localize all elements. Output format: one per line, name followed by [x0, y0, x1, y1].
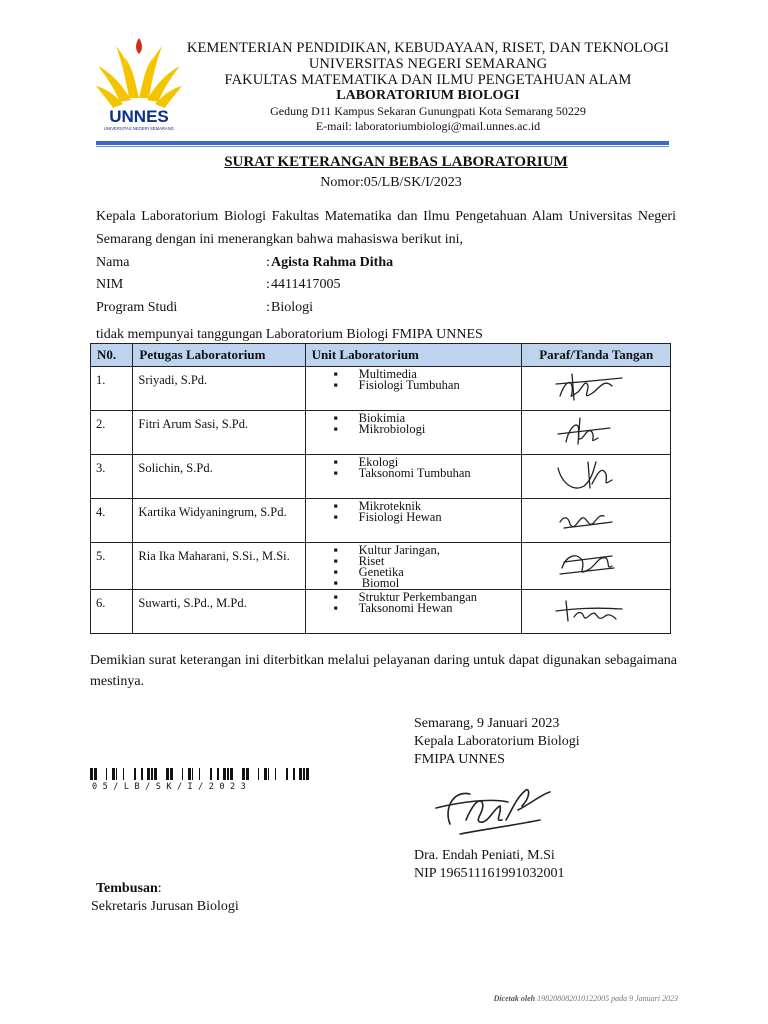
unit-item [334, 424, 522, 435]
bullet-icon: ▪ [333, 565, 339, 579]
signature-cell [522, 543, 671, 590]
bullet-icon: ▪ [333, 543, 339, 557]
table-header-row [91, 344, 671, 367]
nim-colon: : [266, 277, 270, 292]
barcode-bar [199, 768, 200, 780]
barcode-bar [188, 768, 191, 780]
name-label: Nama [96, 255, 130, 270]
unit-item [334, 512, 522, 523]
barcode-bar [303, 768, 305, 780]
signature-cell [522, 590, 671, 634]
program-colon: : [266, 300, 270, 315]
cc-colon: : [157, 881, 162, 896]
name-colon: : [266, 255, 270, 270]
unit-list-cell [305, 455, 522, 499]
letterhead-rule-thin [96, 146, 669, 147]
student-program: Biologi [271, 300, 314, 315]
barcode-bar [242, 768, 245, 780]
signature-stroke [560, 516, 604, 527]
unit-list-cell [305, 411, 522, 455]
header-unit: Unit Laboratorium [305, 344, 522, 367]
head-signature [430, 780, 560, 840]
closing-paragraph: Demikian surat keterangan ini diterbitkan melalui pelayanan daring untuk dapat digunakan sebagaimana mestinya. [90, 653, 677, 689]
bullet-icon: ▪ [333, 510, 339, 524]
bullet-icon: ▪ [333, 554, 339, 568]
officer-signature [552, 414, 632, 450]
barcode-bar [90, 768, 93, 780]
officer-name: Ria Ika Maharani, S.Si., M.Si. [133, 543, 305, 590]
barcode-bar [166, 768, 169, 780]
unit-list-cell [305, 367, 522, 411]
signature-stroke [588, 462, 590, 488]
unit-list [334, 592, 522, 614]
barcode-bar [268, 768, 269, 780]
row-number: 5. [91, 543, 133, 590]
unit-list [334, 369, 522, 391]
barcode-bar [170, 768, 173, 780]
table-row [91, 367, 671, 411]
official-block [414, 847, 565, 883]
unit-list [334, 501, 522, 523]
unit-name: Fisiologi Tumbuhan [358, 378, 460, 392]
bullet-icon: ▪ [333, 367, 339, 381]
signature-stroke [566, 425, 598, 442]
barcode-bar [192, 768, 193, 780]
logo-wordmark: UNNES [109, 107, 169, 126]
signer-nip: NIP 196511161991032001 [414, 866, 565, 881]
officer-signature [552, 502, 632, 538]
letterhead-rule-thick [96, 141, 669, 145]
unit-item [334, 468, 522, 479]
bullet-icon: ▪ [333, 601, 339, 615]
bullet-icon: ▪ [333, 411, 339, 425]
table-row [91, 590, 671, 634]
officer-signature [552, 546, 632, 582]
officer-signature [552, 458, 632, 494]
unit-list-cell [305, 543, 522, 590]
unit-item [334, 578, 522, 589]
barcode-bar [246, 768, 249, 780]
bullet-icon: ▪ [333, 499, 339, 513]
barcode-bar [182, 768, 183, 780]
table-row [91, 411, 671, 455]
officer-signature [552, 593, 632, 629]
barcode-bar [306, 768, 309, 780]
printed-by-value: 198208082010122005 [537, 994, 610, 1003]
faculty-name: FAKULTAS MATEMATIKA DAN ILMU PENGETAHUAN ALAM [224, 72, 632, 88]
place-date: Semarang, 9 Januari 2023 [414, 716, 560, 731]
officer-name: Kartika Widyaningrum, S.Pd. [133, 499, 305, 543]
barcode-bar [275, 768, 276, 780]
barcode-bar [227, 768, 229, 780]
barcode-bar [223, 768, 226, 780]
logo-subtext: UNIVERSITAS NEGERI SEMARANG [104, 126, 174, 131]
barcode-bar [264, 768, 267, 780]
unit-list [334, 457, 522, 479]
unit-name: Riset [358, 554, 385, 568]
bullet-icon: ▪ [333, 576, 339, 590]
row-number: 4. [91, 499, 133, 543]
unit-name: Kultur Jaringan, [358, 543, 440, 557]
printed-on-label: pada [611, 994, 628, 1003]
officer-name: Sriyadi, S.Pd. [133, 367, 305, 411]
signature-stroke [560, 382, 612, 396]
unit-name: Taksonomi Tumbuhan [358, 466, 471, 480]
signature-stroke [558, 428, 610, 434]
signature-cell [522, 367, 671, 411]
unit-name: Biokimia [358, 411, 406, 425]
signer-name: Dra. Endah Peniati, M.Si [414, 848, 555, 863]
ministry-name: KEMENTERIAN PENDIDIKAN, KEBUDAYAAN, RISET, DAN TEKNOLOGI [186, 40, 670, 56]
program-label: Program Studi [96, 300, 178, 315]
document-number: Nomor:05/LB/SK/I/2023 [320, 175, 462, 190]
barcode-bar [116, 768, 117, 780]
row-number: 2. [91, 411, 133, 455]
bullet-icon: ▪ [333, 590, 339, 604]
unit-name: Ekologi [358, 455, 399, 469]
bullet-icon: ▪ [333, 378, 339, 392]
cc-heading [96, 881, 162, 897]
barcode-bar [141, 768, 143, 780]
unit-name: Taksonomi Hewan [358, 601, 453, 615]
signature-stroke [556, 378, 622, 384]
signature-cell [522, 411, 671, 455]
unit-list [334, 413, 522, 435]
nim-label: NIM [96, 277, 124, 292]
signature-stroke [592, 470, 612, 484]
row-number: 6. [91, 590, 133, 634]
student-name: Agista Rahma Ditha [271, 255, 394, 270]
signer-unit: FMIPA UNNES [414, 752, 505, 767]
table-row [91, 455, 671, 499]
unit-name: Struktur Perkembangan [358, 590, 478, 604]
printed-on-value: 9 Januari 2023 [629, 994, 678, 1003]
unit-name: Biomol [358, 576, 400, 590]
signature-cell [522, 455, 671, 499]
unit-name: Multimedia [358, 367, 417, 381]
statement-line: tidak mempunyai tanggungan Laboratorium Biologi FMIPA UNNES [96, 327, 483, 342]
barcode-bar [217, 768, 219, 780]
document-title: SURAT KETERANGAN BEBAS LABORATORIUM [224, 154, 568, 170]
header-officer: Petugas Laboratorium [133, 344, 305, 367]
table-row [91, 543, 671, 590]
printed-by-label: Dicetak oleh [493, 994, 536, 1003]
bullet-icon: ▪ [333, 466, 339, 480]
barcode-text: 05/LB/SK/I/2023 [92, 782, 252, 792]
barcode-bar [123, 768, 124, 780]
signature-block [414, 715, 580, 769]
barcode [90, 768, 322, 780]
barcode-bar [112, 768, 115, 780]
unit-list-cell [305, 499, 522, 543]
unit-item [334, 380, 522, 391]
barcode-bar [210, 768, 212, 780]
unit-list [334, 545, 522, 589]
barcode-bar [151, 768, 153, 780]
lab-name: LABORATORIUM BIOLOGI [336, 88, 520, 103]
cc-label: Tembusan [96, 881, 158, 896]
barcode-bar [299, 768, 302, 780]
bullet-icon: ▪ [333, 455, 339, 469]
signature-cell [522, 499, 671, 543]
unit-name: Mikroteknik [358, 499, 422, 513]
unit-name: Genetika [358, 565, 404, 579]
unit-item [334, 603, 522, 614]
print-footer [440, 994, 678, 1003]
unit-name: Fisiologi Hewan [358, 510, 442, 524]
barcode-bar [286, 768, 288, 780]
signer-position: Kepala Laboratorium Biologi [414, 734, 580, 749]
officer-name: Solichin, S.Pd. [133, 455, 305, 499]
table-row [91, 499, 671, 543]
barcode-bar [230, 768, 233, 780]
student-nim: 4411417005 [271, 277, 341, 292]
barcode-bar [293, 768, 295, 780]
barcode-bar [134, 768, 136, 780]
officer-signature [552, 370, 632, 406]
officer-name: Suwarti, S.Pd., M.Pd. [133, 590, 305, 634]
signature-stroke [560, 568, 614, 574]
lab-email: E-mail: laboratoriumbiologi@mail.unnes.ac.id [315, 119, 541, 133]
clearance-table [90, 343, 671, 634]
header-no: N0. [91, 344, 133, 367]
unit-name: Mikrobiologi [358, 422, 426, 436]
unit-list-cell [305, 590, 522, 634]
barcode-bar [94, 768, 97, 780]
bullet-icon: ▪ [333, 422, 339, 436]
university-name: UNIVERSITAS NEGERI SEMARANG [308, 56, 548, 72]
header-signature: Paraf/Tanda Tangan [522, 344, 671, 367]
row-number: 1. [91, 367, 133, 411]
signature-stroke [566, 601, 568, 621]
signature-stroke [556, 608, 622, 611]
officer-name: Fitri Arum Sasi, S.Pd. [133, 411, 305, 455]
letterhead [172, 40, 684, 134]
barcode-bar [147, 768, 150, 780]
signature-stroke [574, 613, 616, 620]
lab-address: Gedung D11 Kampus Sekaran Gunungpati Kota Semarang 50229 [270, 104, 586, 118]
cc-recipient: Sekretaris Jurusan Biologi [91, 899, 239, 914]
barcode-bar [258, 768, 259, 780]
row-number: 3. [91, 455, 133, 499]
barcode-bar [106, 768, 107, 780]
unnes-logo [96, 36, 182, 132]
intro-paragraph: Kepala Laboratorium Biologi Fakultas Matematika dan Ilmu Pengetahuan Alam Universitas Negeri Semarang dengan ini menerangkan bahwa mahasiswa berikut ini, [96, 209, 676, 247]
barcode-bar [154, 768, 157, 780]
